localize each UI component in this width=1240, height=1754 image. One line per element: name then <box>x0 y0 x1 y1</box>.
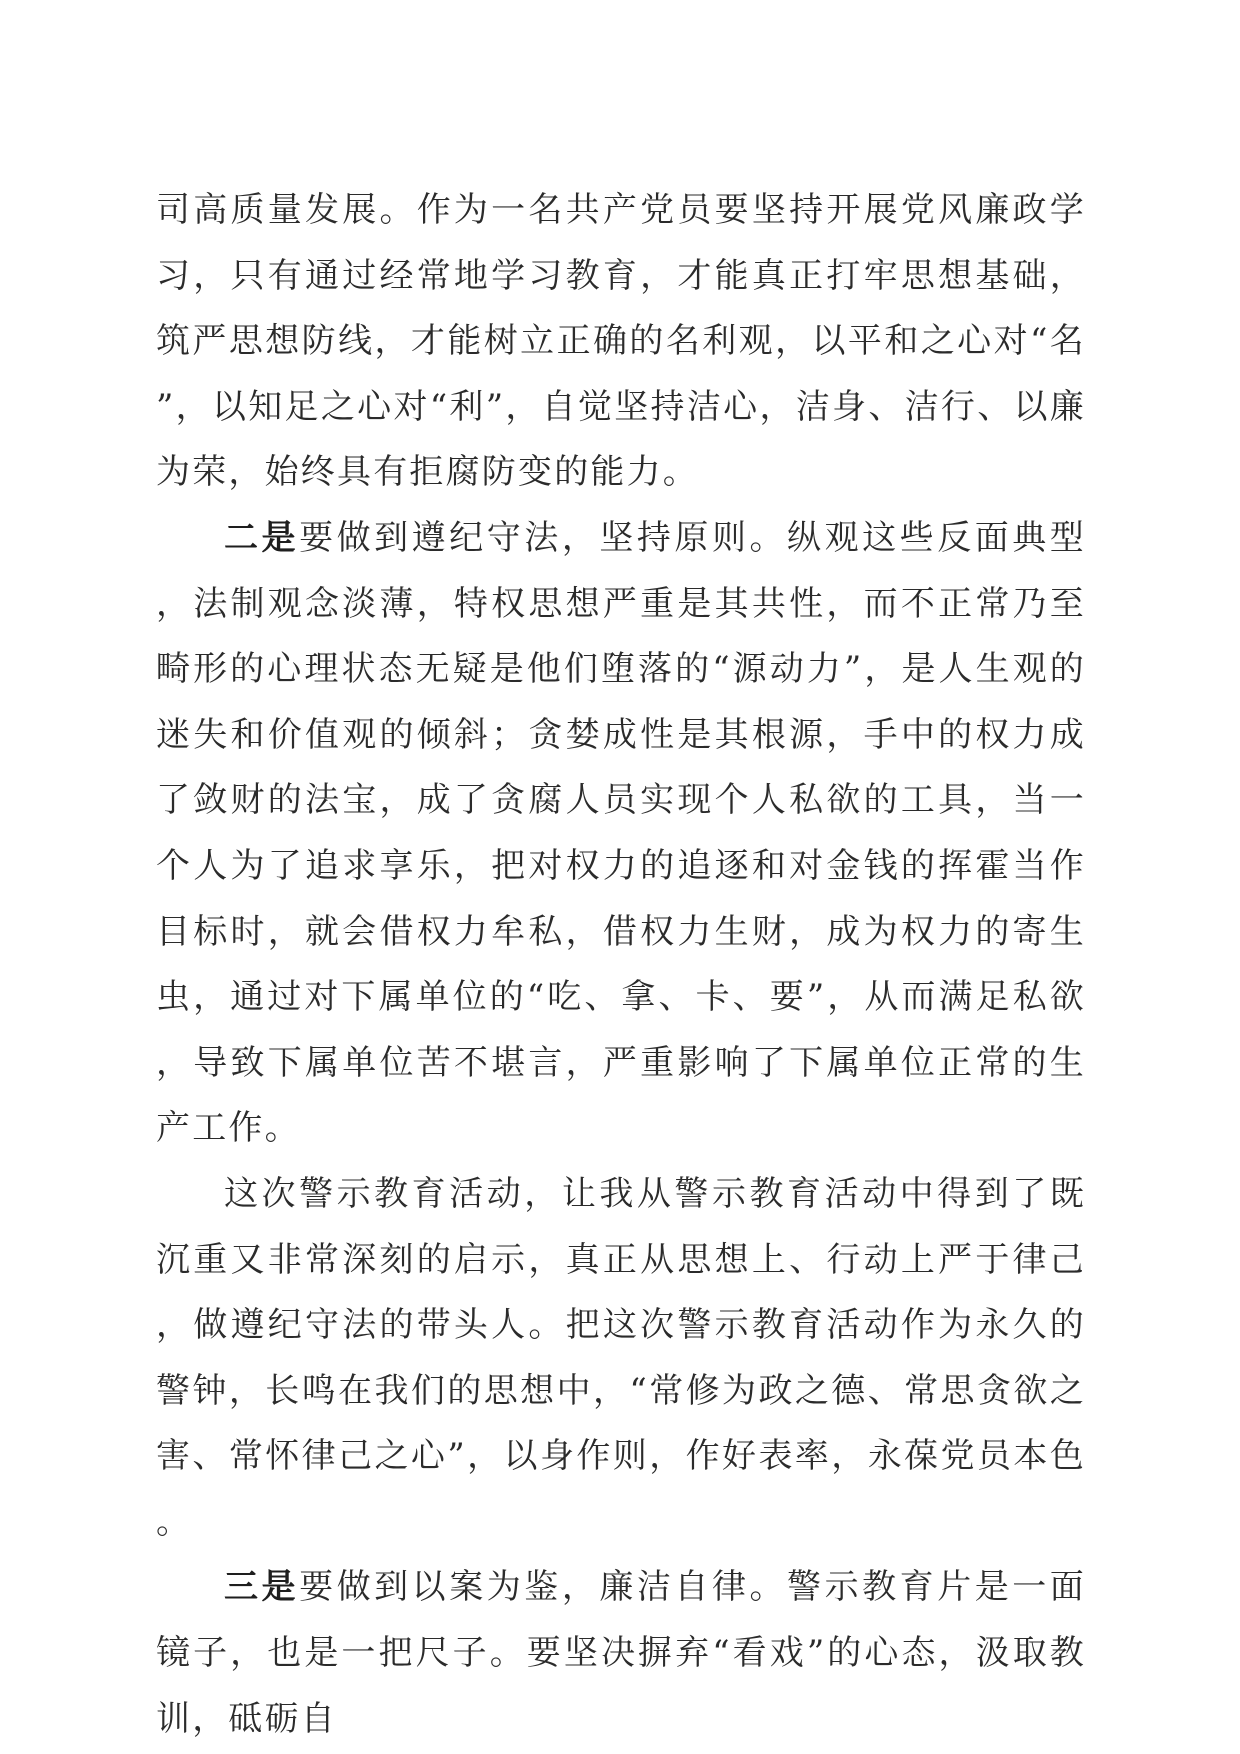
paragraph-continuation <box>156 178 1086 506</box>
paragraph-text: 这次警示教育活动，让我从警示教育活动中得到了既沉重又非常深刻的启示，真正从思想上、行动上严于律己，做遵纪守法的带头人。把这次警示教育活动作为永久的警钟，长鸣在我们的思想中，“常修为政之德、常思贪欲之害、常怀律己之心”，以身作则，作好表率，永葆党员本色。 <box>156 1173 1086 1542</box>
paragraph-warning-education <box>156 1162 1086 1556</box>
paragraph-text: 司高质量发展。作为一名共产党员要坚持开展党风廉政学习，只有通过经常地学习教育，才能真正打牢思想基础，筑严思想防线，才能树立正确的名利观，以平和之心对“名”，以知足之心对“利”，自觉坚持洁心，洁身、洁行、以廉为荣，始终具有拒腐防变的能力。 <box>156 190 1086 493</box>
paragraph-point-three <box>156 1555 1086 1752</box>
document-body <box>156 178 1086 1752</box>
paragraph-lead-label: 二是 <box>224 517 300 558</box>
paragraph-point-two <box>156 506 1086 1162</box>
paragraph-text: 要做到遵纪守法，坚持原则。纵观这些反面典型，法制观念淡薄，特权思想严重是其共性，而不正常乃至畸形的心理状态无疑是他们堕落的“源动力”，是人生观的迷失和价值观的倾斜；贪婪成性是其根源，手中的权力成了敛财的法宝，成了贪腐人员实现个人私欲的工具，当一个人为了追求享乐，把对权力的追逐和对金钱的挥霍当作目标时，就会借权力牟私，借权力生财，成为权力的寄生虫，通过对下属单位的“吃、拿、卡、要”，从而满足私欲，导致下属单位苦不堪言，严重影响了下属单位正常的生产工作。 <box>156 517 1086 1149</box>
paragraph-lead-label: 三是 <box>224 1567 300 1608</box>
paragraph-text: 要做到以案为鉴，廉洁自律。警示教育片是一面镜子，也是一把尺子。要坚决摒弃“看戏”的心态，汲取教训，砥砺自 <box>156 1567 1086 1739</box>
